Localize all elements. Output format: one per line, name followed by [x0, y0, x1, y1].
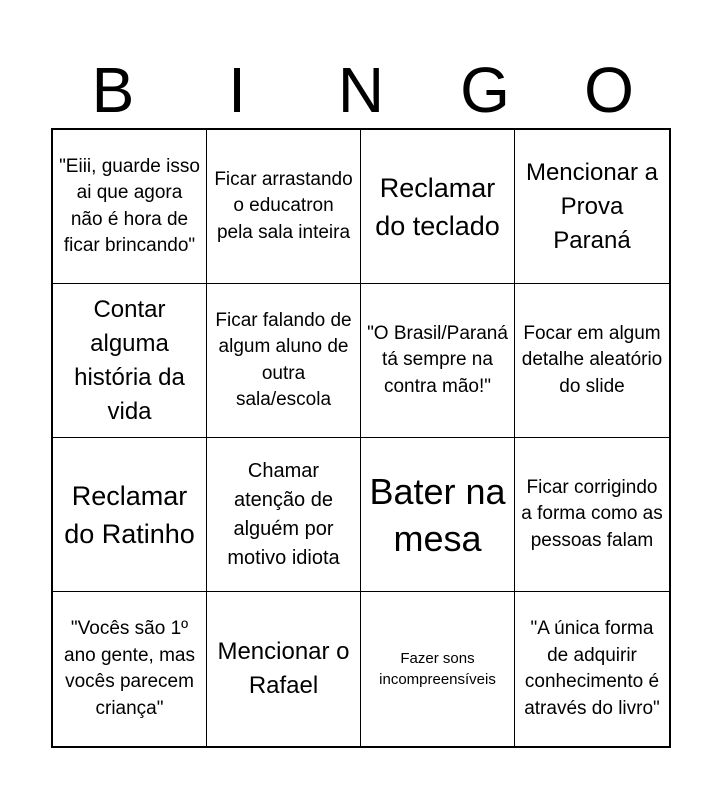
header-letter-n: N — [337, 54, 385, 126]
bingo-cell[interactable] — [515, 592, 669, 746]
bingo-cell[interactable] — [53, 130, 207, 284]
bingo-cell[interactable] — [207, 130, 361, 284]
bingo-cell[interactable] — [207, 592, 361, 746]
cell-text: Fazer sons incompreensíveis — [379, 650, 496, 688]
cell-text: Reclamar do teclado — [375, 172, 500, 241]
bingo-cell[interactable] — [515, 438, 669, 592]
bingo-cell[interactable] — [515, 130, 669, 284]
bingo-cell[interactable] — [53, 592, 207, 746]
cell-text: Ficar falando de algum aluno de outra sala/escola — [215, 309, 352, 410]
cell-text: Reclamar do Ratinho — [64, 480, 195, 549]
bingo-cell[interactable] — [361, 130, 515, 284]
cell-text: Chamar atenção de alguém por motivo idiota — [227, 459, 340, 569]
bingo-cell[interactable] — [515, 284, 669, 438]
bingo-cell[interactable] — [361, 284, 515, 438]
bingo-cell[interactable] — [361, 438, 515, 592]
bingo-cell[interactable] — [53, 438, 207, 592]
cell-text: "A única forma de adquirir conhecimento é através do livro" — [524, 618, 660, 719]
header-letter-b: B — [91, 54, 135, 126]
cell-text: Mencionar a Prova Paraná — [525, 158, 659, 254]
cell-text: Focar em algum detalhe aleatório do slide — [521, 322, 663, 397]
cell-text: "O Brasil/Paraná tá sempre na contra mão!" — [367, 322, 508, 397]
cell-text: "Vocês são 1º ano gente, mas vocês parecem criança" — [64, 618, 195, 719]
bingo-board — [51, 128, 671, 748]
cell-text: Ficar corrigindo a forma como as pessoas falam — [521, 476, 663, 551]
bingo-header — [51, 52, 671, 128]
header-letter-i: I — [228, 54, 246, 126]
bingo-cell[interactable] — [207, 438, 361, 592]
cell-text: Ficar arrastando o educatron pela sala inteira — [214, 168, 353, 243]
bingo-cell[interactable] — [361, 592, 515, 746]
header-letter-g: G — [460, 54, 510, 126]
cell-text: Bater na mesa — [369, 470, 506, 559]
cell-text: Contar alguma história da vida — [74, 295, 185, 425]
bingo-cell[interactable] — [207, 284, 361, 438]
cell-text: Mencionar o Rafael — [217, 638, 350, 699]
cell-text: "Eiii, guarde isso ai que agora não é hora de ficar brincando" — [59, 155, 200, 256]
header-letter-o: O — [584, 54, 634, 126]
bingo-cell[interactable] — [53, 284, 207, 438]
